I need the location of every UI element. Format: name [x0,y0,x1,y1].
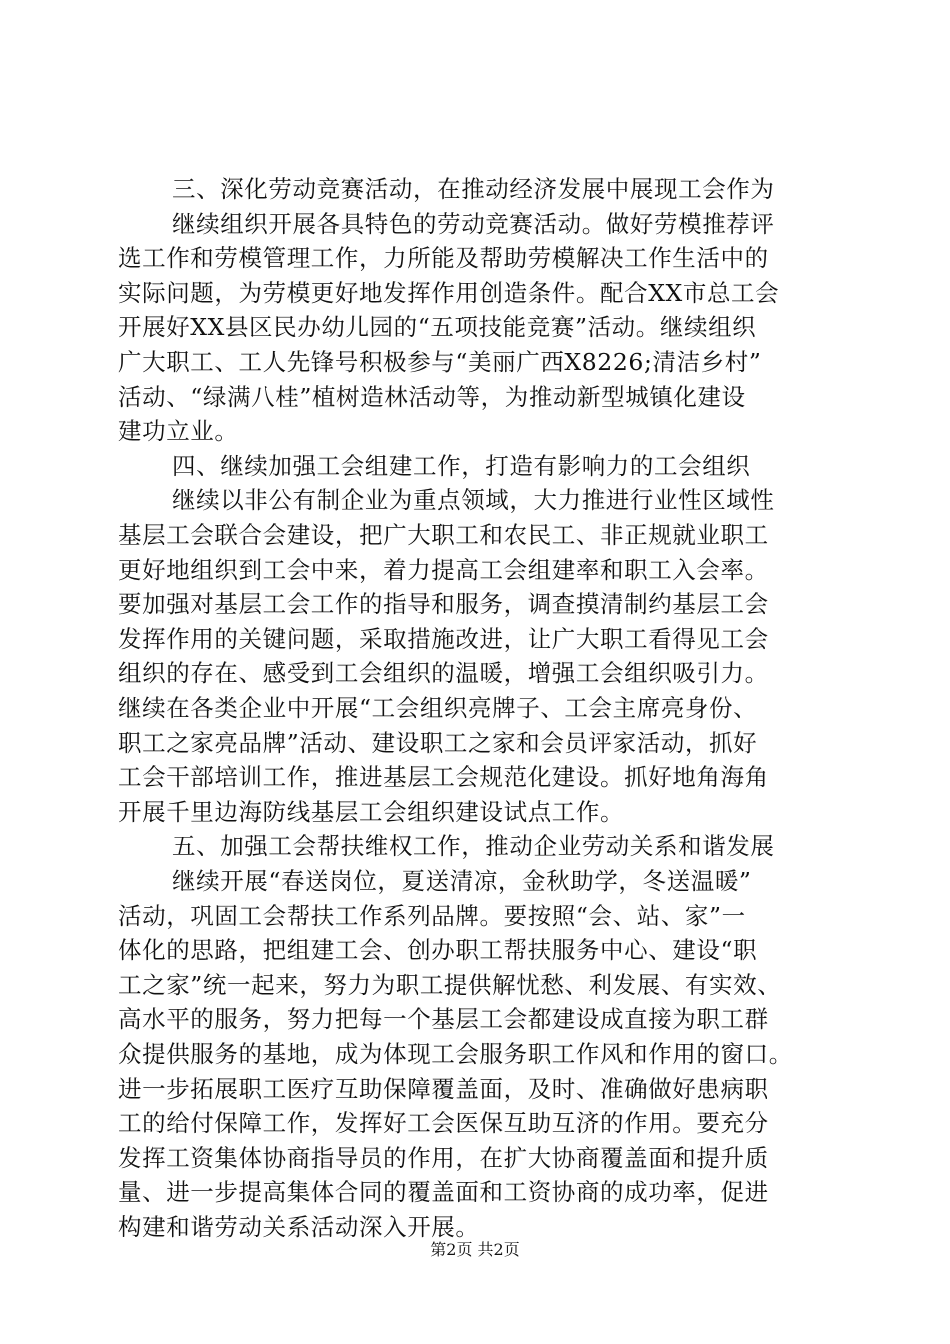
paragraph-line: 活动、“绿满八桂”植树造林活动等，为推动新型城镇化建设 [118,382,746,411]
paragraph-line: 实际问题，为劳模更好地发挥作用创造条件。配合XX市总工会 [118,278,780,307]
paragraph-line: 量、进一步提高集体合同的覆盖面和工资协商的成功率，促进 [118,1178,769,1207]
paragraph-line: 更好地组织到工会中来，着力提高工会组建率和职工入会率。 [118,555,769,584]
paragraph-first-line: 继续组织开展各具特色的劳动竞赛活动。做好劳模推荐评 [172,209,775,238]
paragraph-line: 开展千里边海防线基层工会组织建设试点工作。 [118,797,625,826]
paragraph-line: 活动，巩固工会帮扶工作系列品牌。要按照“会、站、家”一 [118,901,746,930]
paragraph-line: 发挥工资集体协商指导员的作用，在扩大协商覆盖面和提升质 [118,1143,769,1172]
paragraph-line: 构建和谐劳动关系活动深入开展。 [118,1213,480,1241]
paragraph-line: 发挥作用的关键问题，采取措施改进，让广大职工看得见工会 [118,624,769,653]
paragraph-line: 众提供服务的基地，成为体现工会服务职工作风和作用的窗口。 [118,1040,793,1068]
paragraph-first-line: 继续以非公有制企业为重点领域，大力推进行业性区域性 [172,486,775,515]
paragraph-line: 开展好XX县区民办幼儿园的“五项技能竞赛”活动。继续组织 [118,313,757,342]
paragraph-line: 职工之家亮品牌”活动、建设职工之家和会员评家活动，抓好 [118,728,758,757]
paragraph-line: 建功立业。 [118,417,239,446]
paragraph-line: 工之家”统一起来，努力为职工提供解忧愁、利发展、有实效、 [118,970,782,999]
paragraph-line: 体化的思路，把组建工会、创办职工帮扶服务中心、建设“职 [118,936,758,965]
paragraph-line: 选工作和劳模管理工作，力所能及帮助劳模解决工作生活中的 [118,244,769,273]
paragraph-line: 进一步拓展职工医疗互助保障覆盖面，及时、准确做好患病职 [118,1074,769,1103]
paragraph-first-line: 五、加强工会帮扶维权工作，推动企业劳动关系和谐发展 [172,832,775,861]
paragraph-first-line: 四、继续加强工会组建工作，打造有影响力的工会组织 [172,451,751,480]
paragraph-line: 继续在各类企业中开展“工会组织亮牌子、工会主席亮身份、 [118,694,758,722]
paragraph-line: 工会干部培训工作，推进基层工会规范化建设。抓好地角海角 [118,763,769,792]
page-footer: 第2页 共2页 [430,1240,520,1259]
paragraph-line: 广大职工、工人先锋号积极参与“美丽广西X8226;清洁乡村” [118,348,762,376]
paragraph-line: 组织的存在、感受到工会组织的温暖，增强工会组织吸引力。 [118,659,769,688]
paragraph-first-line: 继续开展“春送岗位，夏送清凉，金秋助学，冬送温暖” [172,867,752,895]
paragraph-line: 要加强对基层工会工作的指导和服务，调查摸清制约基层工会 [118,590,769,619]
paragraph-line: 工的给付保障工作，发挥好工会医保互助互济的作用。要充分 [118,1109,769,1138]
paragraph-line: 基层工会联合会建设，把广大职工和农民工、非正规就业职工 [118,521,769,549]
paragraph-first-line: 三、深化劳动竞赛活动，在推动经济发展中展现工会作为 [172,175,775,203]
paragraph-line: 高水平的服务，努力把每一个基层工会都建设成直接为职工群 [118,1005,769,1034]
